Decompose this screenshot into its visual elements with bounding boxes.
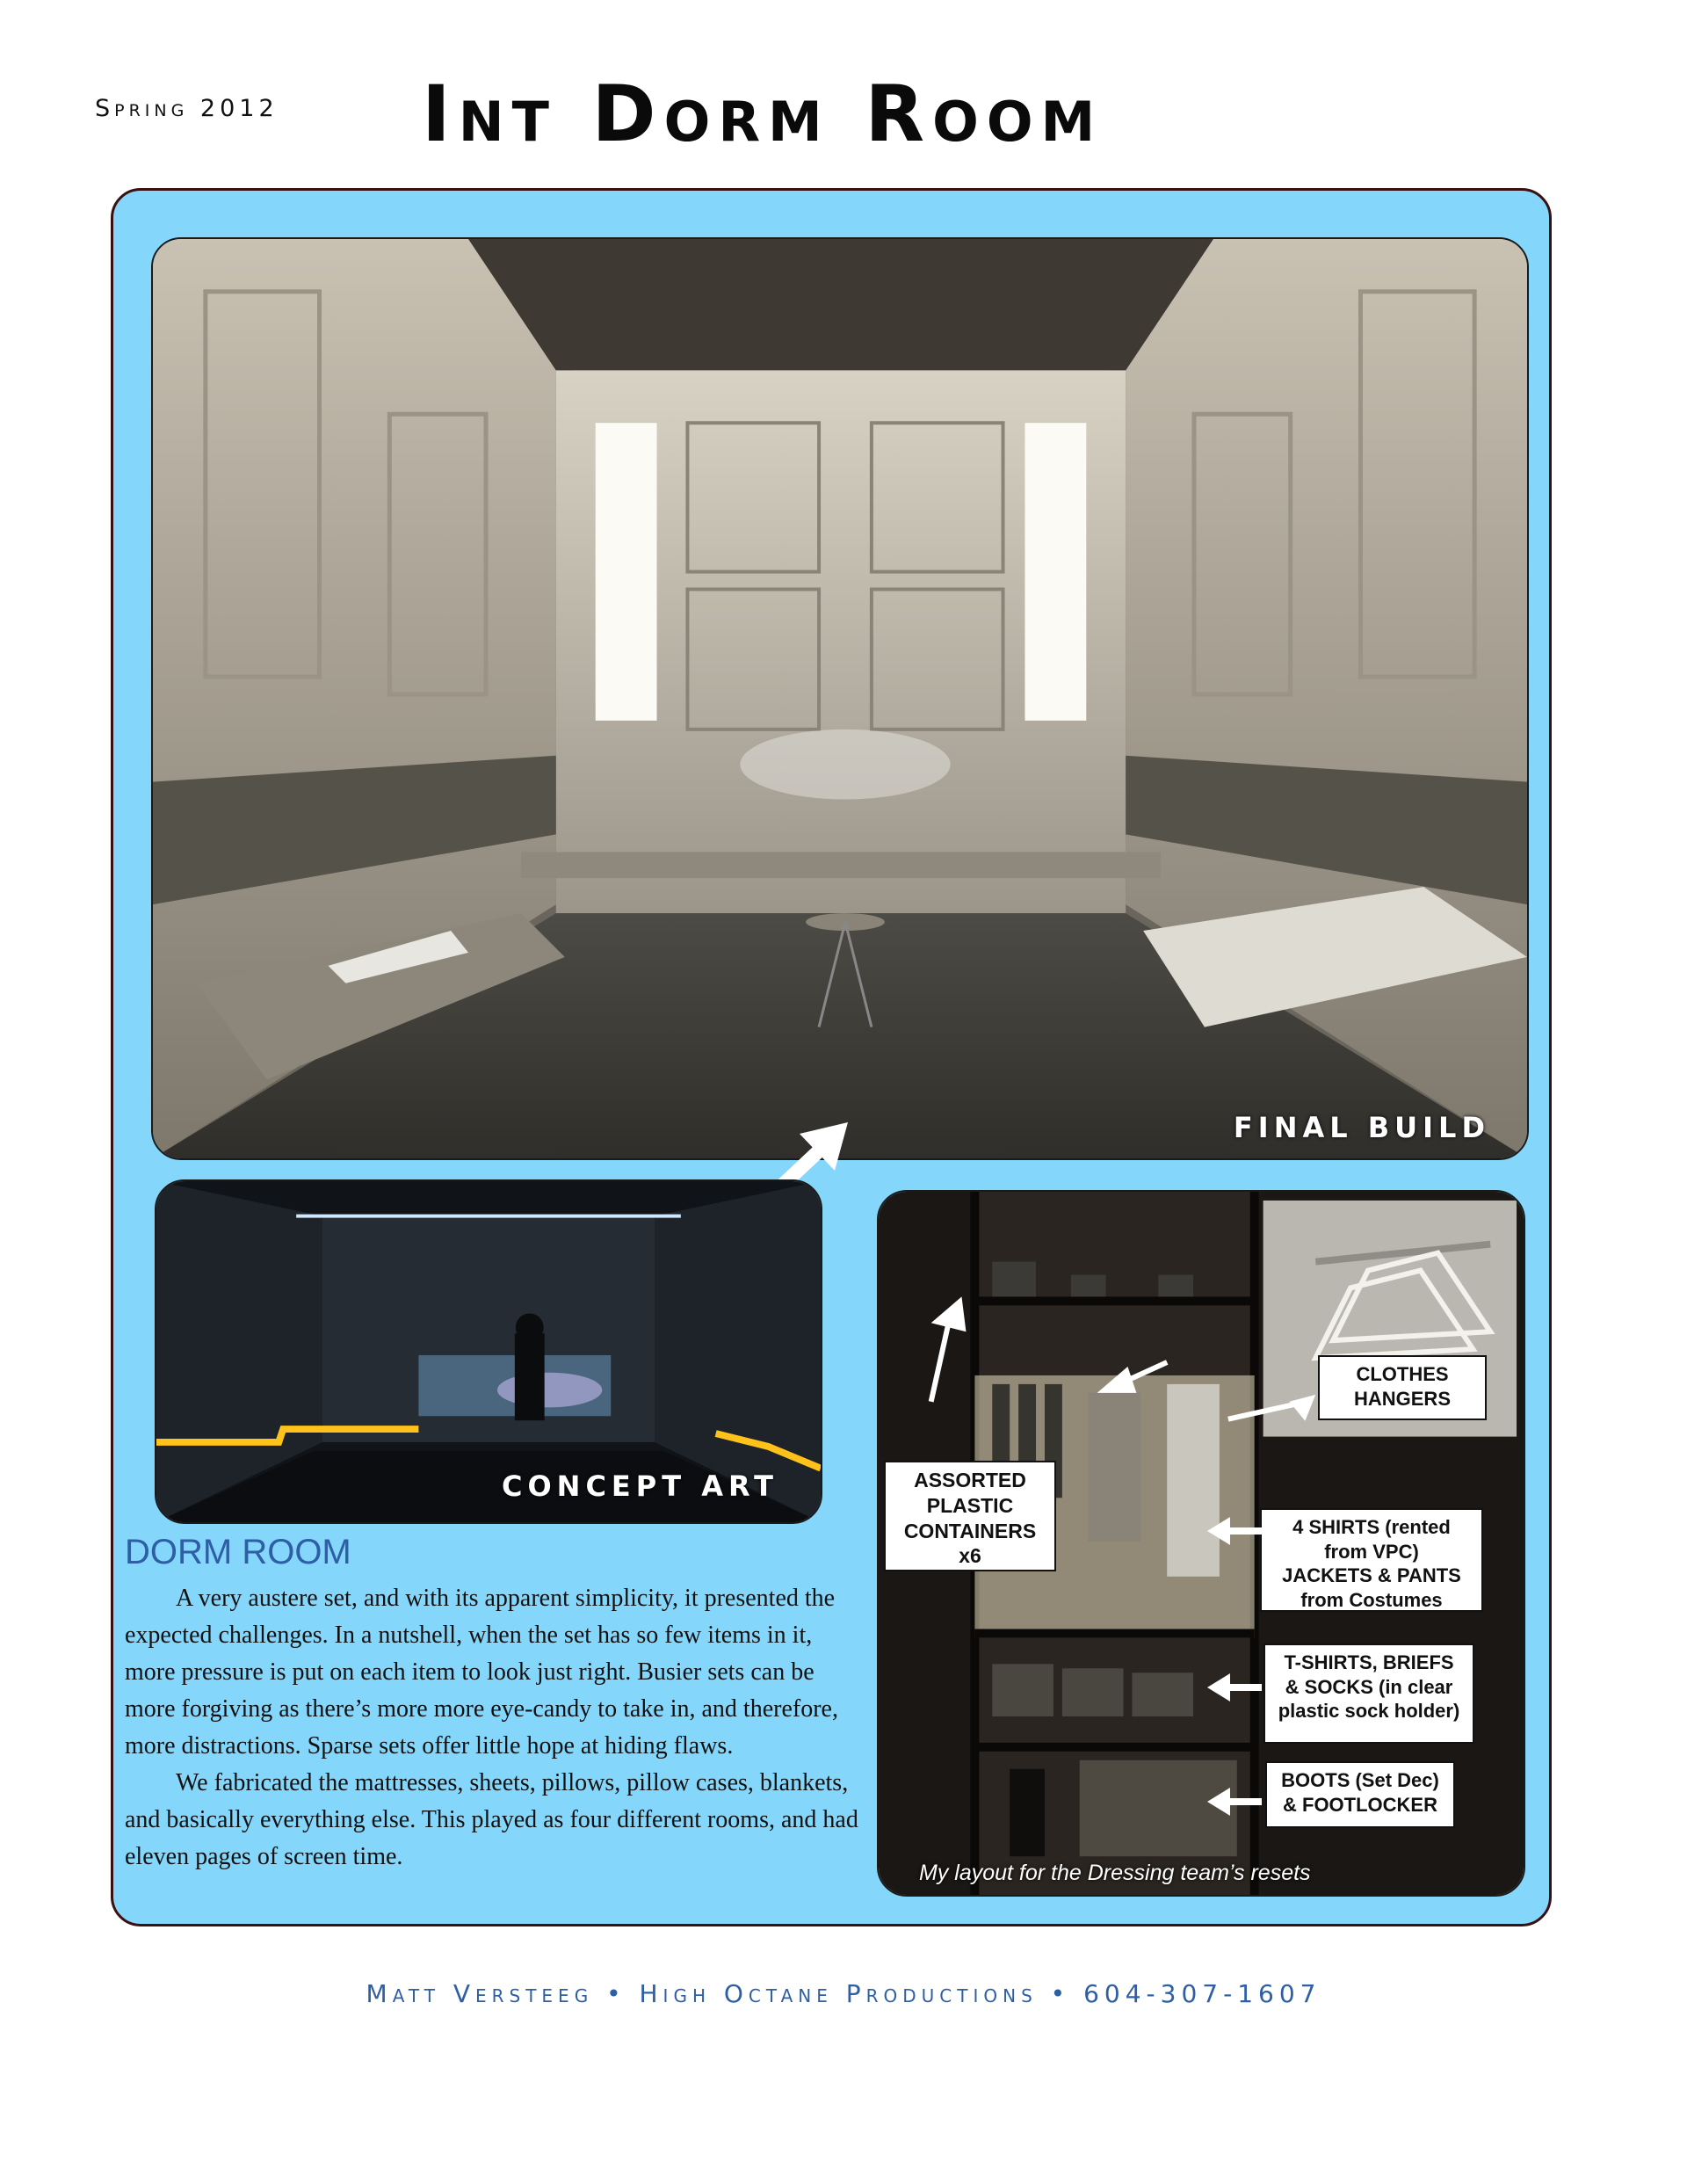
tag-arrows-icon xyxy=(1204,1512,1265,1846)
footer-contact: Matt Versteeg • High Octane Productions • 604-307-1607 xyxy=(366,1979,1321,2008)
final-build-photo xyxy=(151,237,1529,1160)
final-build-caption: FINAL BUILD xyxy=(1233,1111,1490,1144)
article-paragraph-2: We fabricated the mattresses, sheets, pillows, pillow cases, blankets, and basically everything else. This played as four different rooms, and had eleven pages of screen time. xyxy=(125,1769,858,1870)
tag-clothes-hangers: CLOTHES HANGERS xyxy=(1318,1355,1487,1420)
tag-assorted-containers: ASSORTED PLASTIC CONTAINERS x6 xyxy=(884,1461,1056,1571)
article-heading: DORM ROOM xyxy=(125,1533,351,1571)
tag-boots-footlocker: BOOTS (Set Dec) & FOOTLOCKER xyxy=(1265,1761,1455,1828)
concept-art-caption: CONCEPT ART xyxy=(501,1469,778,1503)
tag-tshirts-briefs-socks: T-SHIRTS, BRIEFS & SOCKS (in clear plastic sock holder) xyxy=(1263,1643,1474,1744)
season-label: Spring 2012 xyxy=(95,95,279,122)
tag-shirts: 4 SHIRTS (rented from VPC) JACKETS & PANTS from Costumes xyxy=(1260,1508,1483,1612)
article-paragraph-1: A very austere set, and with its apparent simplicity, it presented the expected challenges. In a nutshell, when the set has so few items in it, more pressure is put on each item to look just right. Busier sets can be more forgiving as there’s more more eye-candy to take in, and therefore, more distractions. Sparse sets offer little hope at hiding flaws. xyxy=(125,1585,838,1760)
concept-art-image xyxy=(155,1179,822,1524)
layout-caption: My layout for the Dressing team’s resets xyxy=(919,1861,1311,1885)
page-title: Int Dorm Room xyxy=(422,69,1104,159)
